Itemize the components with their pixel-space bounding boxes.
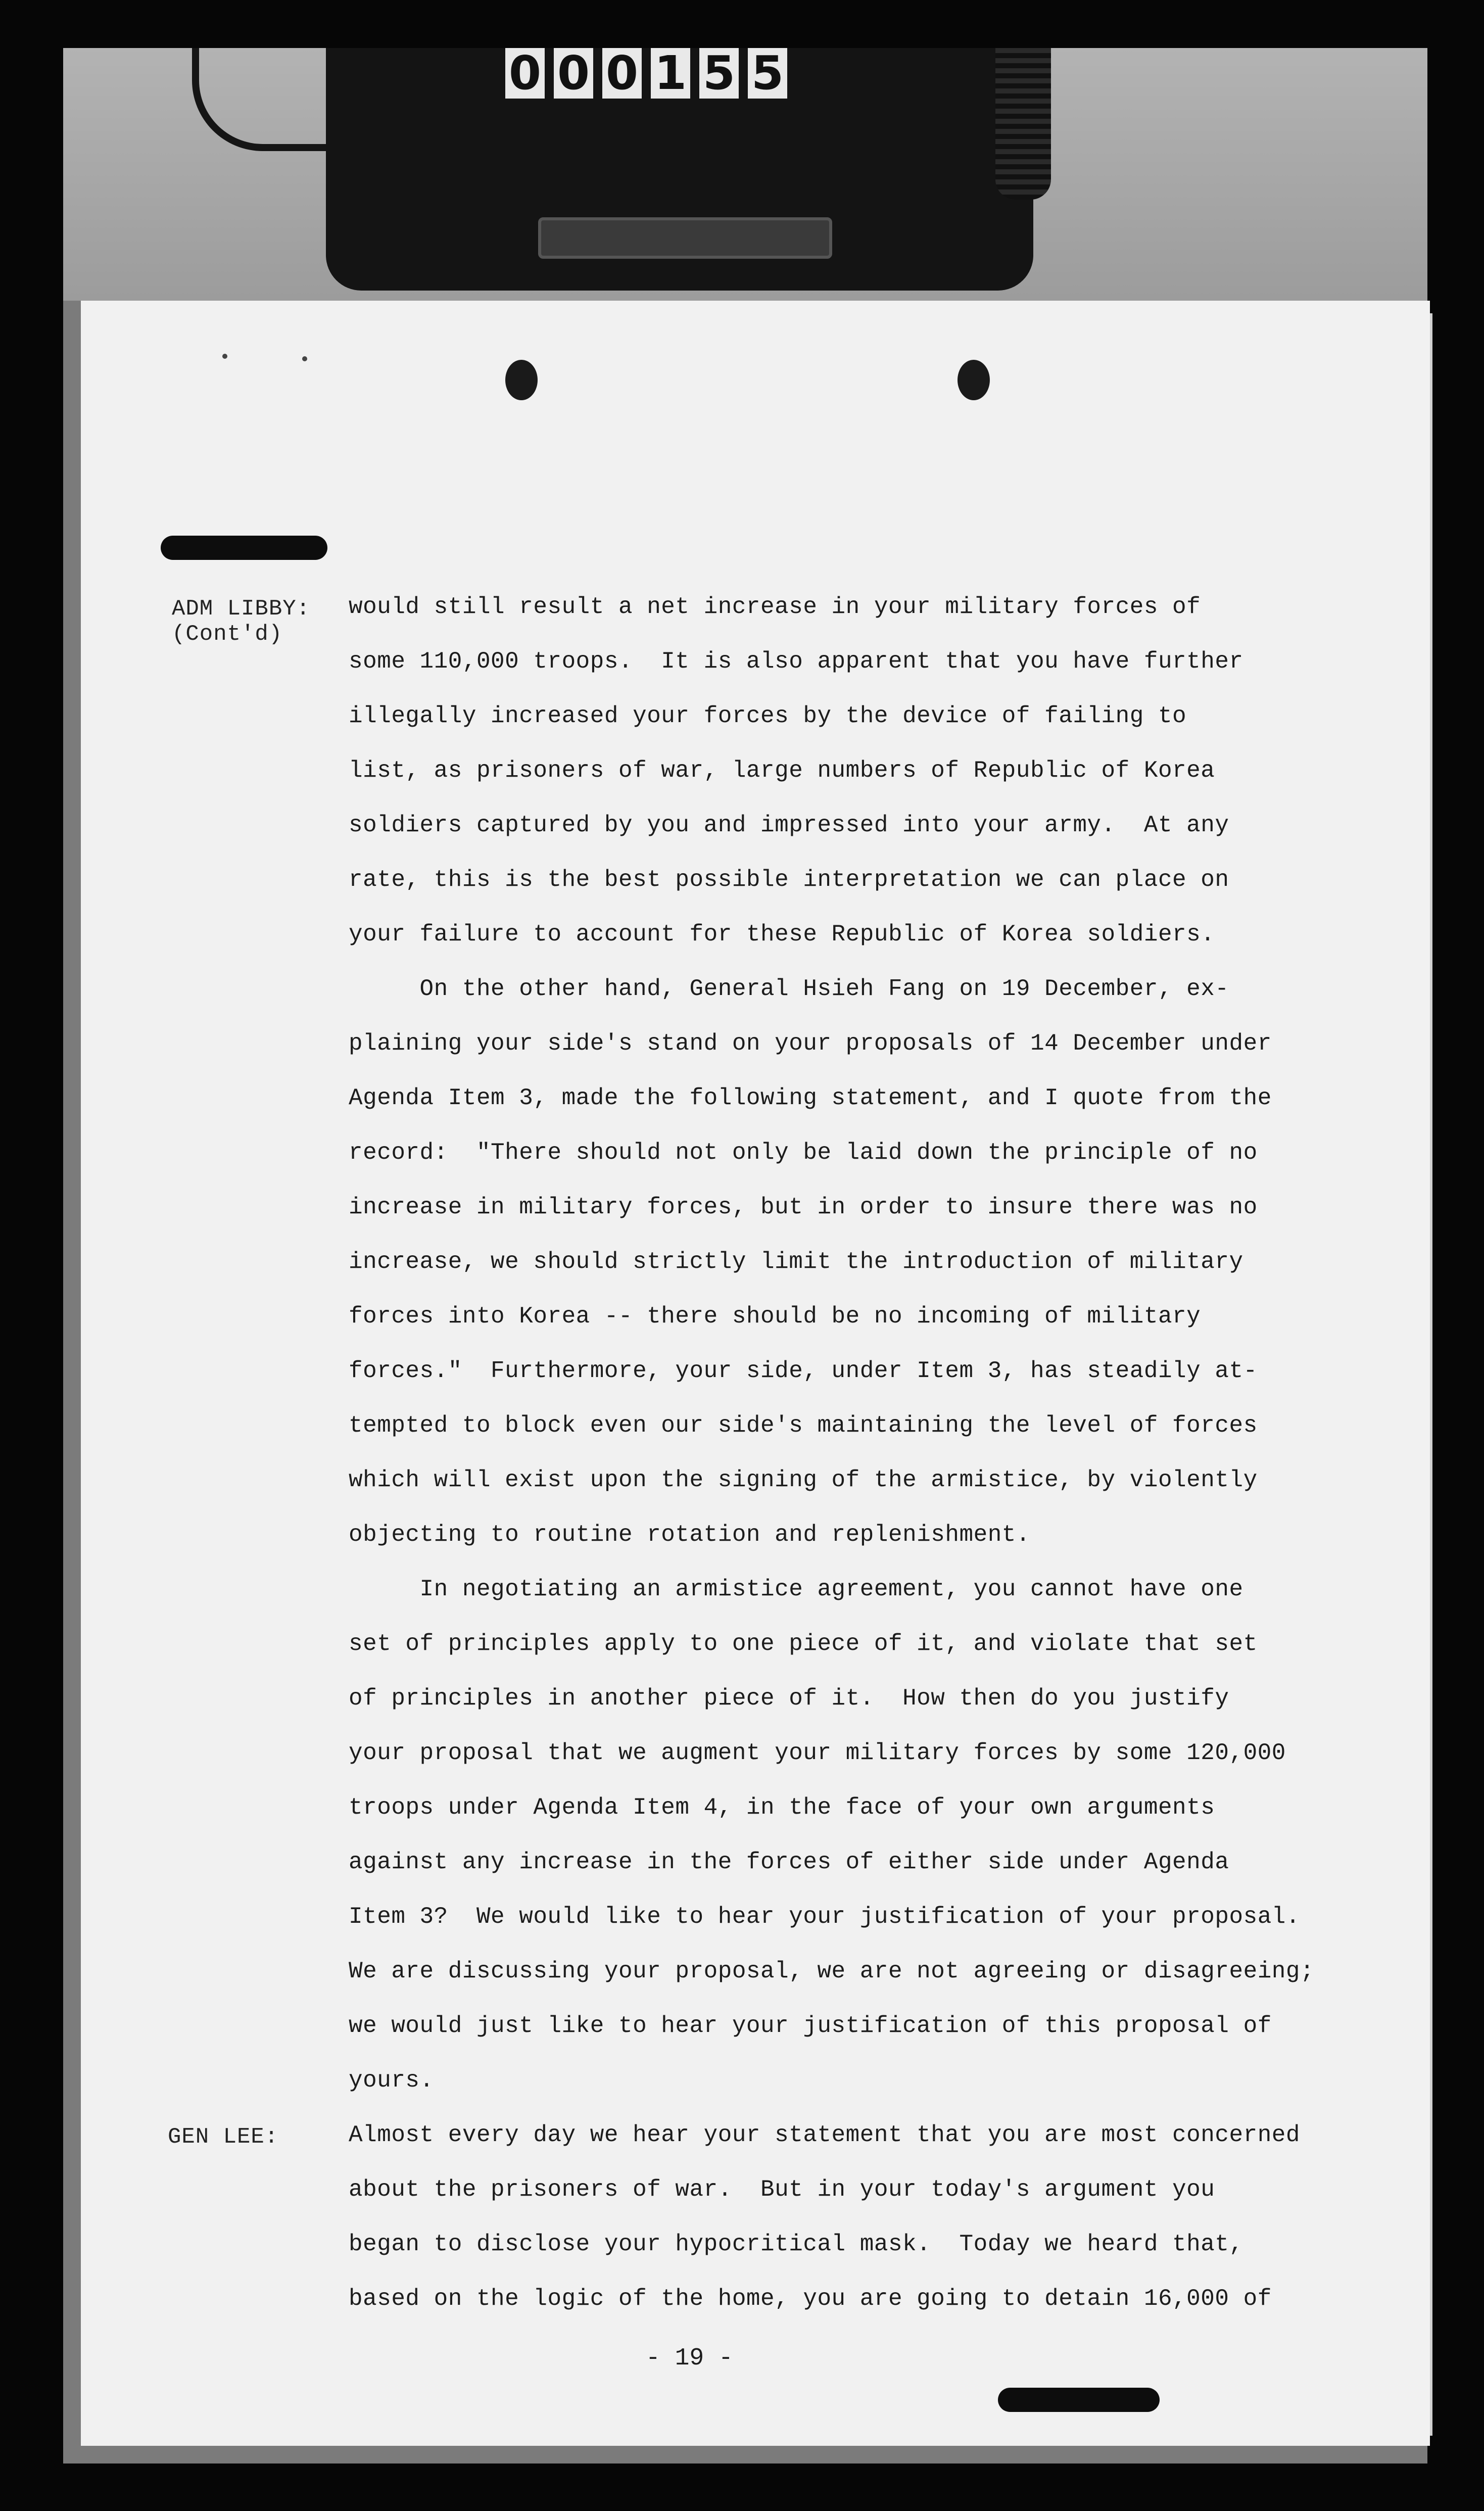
counter-digit: 0 bbox=[505, 48, 545, 99]
text-line: tempted to block even our side's maintaining the level of forces bbox=[349, 1412, 1258, 1439]
redaction-mark-top bbox=[161, 536, 327, 560]
speck bbox=[302, 356, 307, 361]
text-line: troops under Agenda Item 4, in the face of your own arguments bbox=[349, 1794, 1215, 1821]
speaker-label: ADM LIBBY: (Cont'd) bbox=[172, 596, 311, 647]
text-line: We are discussing your proposal, we are not agreeing or disagreeing; bbox=[349, 1958, 1315, 1984]
text-line: of principles in another piece of it. How then do you justify bbox=[349, 1685, 1229, 1712]
punch-hole-right bbox=[958, 360, 990, 400]
text-line: record: "There should not only be laid down the principle of no bbox=[349, 1140, 1258, 1166]
text-line: about the prisoners of war. But in your today's argument you bbox=[349, 2176, 1215, 2203]
counter-knob bbox=[995, 48, 1051, 200]
speck bbox=[222, 354, 227, 359]
text-line: Item 3? We would like to hear your justification of your proposal. bbox=[349, 1904, 1301, 1930]
counter-digit: 0 bbox=[554, 48, 593, 99]
counter-digit: 5 bbox=[748, 48, 787, 99]
counter-digit: 1 bbox=[651, 48, 690, 99]
text-line: based on the logic of the home, you are going to detain 16,000 of bbox=[349, 2286, 1272, 2312]
text-line: rate, this is the best possible interpretation we can place on bbox=[349, 867, 1229, 893]
page-number: - 19 - bbox=[646, 2345, 733, 2372]
text-line: On the other hand, General Hsieh Fang on 19 December, ex- bbox=[349, 976, 1229, 1002]
text-line: against any increase in the forces of either side under Agenda bbox=[349, 1849, 1229, 1875]
text-line: your proposal that we augment your military forces by some 120,000 bbox=[349, 1740, 1286, 1766]
text-line: plaining your side's stand on your proposals of 14 December under bbox=[349, 1030, 1272, 1057]
text-line: forces." Furthermore, your side, under Item 3, has steadily at- bbox=[349, 1358, 1258, 1384]
punch-hole-left bbox=[505, 360, 538, 400]
text-line: began to disclose your hypocritical mask. Today we heard that, bbox=[349, 2231, 1243, 2257]
text-line: illegally increased your forces by the device of failing to bbox=[349, 703, 1187, 729]
text-line: objecting to routine rotation and replenishment. bbox=[349, 1522, 1031, 1548]
text-line: list, as prisoners of war, large numbers of Republic of Korea bbox=[349, 757, 1215, 784]
text-line: would still result a net increase in your military forces of bbox=[349, 594, 1201, 620]
text-line: increase, we should strictly limit the introduction of military bbox=[349, 1249, 1243, 1275]
text-line: forces into Korea -- there should be no incoming of military bbox=[349, 1303, 1201, 1330]
text-line: increase in military forces, but in order to insure there was no bbox=[349, 1194, 1258, 1220]
frame-counter-digits bbox=[505, 48, 787, 99]
text-line: some 110,000 troops. It is also apparent that you have further bbox=[349, 648, 1243, 675]
text-line: In negotiating an armistice agreement, you cannot have one bbox=[349, 1576, 1243, 1602]
text-line: Almost every day we hear your statement that you are most concerned bbox=[349, 2122, 1301, 2148]
text-line: which will exist upon the signing of the armistice, by violently bbox=[349, 1467, 1258, 1493]
text-line: soldiers captured by you and impressed into your army. At any bbox=[349, 812, 1229, 838]
text-line: we would just like to hear your justification of this proposal of bbox=[349, 2013, 1272, 2039]
text-line: yours. bbox=[349, 2067, 434, 2094]
text-line: Agenda Item 3, made the following statement, and I quote from the bbox=[349, 1085, 1272, 1111]
speaker-label: GEN LEE: bbox=[168, 2124, 279, 2150]
counter-digit: 0 bbox=[602, 48, 642, 99]
counter-digit: 5 bbox=[699, 48, 739, 99]
text-line: your failure to account for these Republic of Korea soldiers. bbox=[349, 921, 1215, 947]
counter-nameplate bbox=[538, 217, 832, 259]
text-line: set of principles apply to one piece of it, and violate that set bbox=[349, 1631, 1258, 1657]
redaction-mark-bottom bbox=[998, 2388, 1160, 2412]
